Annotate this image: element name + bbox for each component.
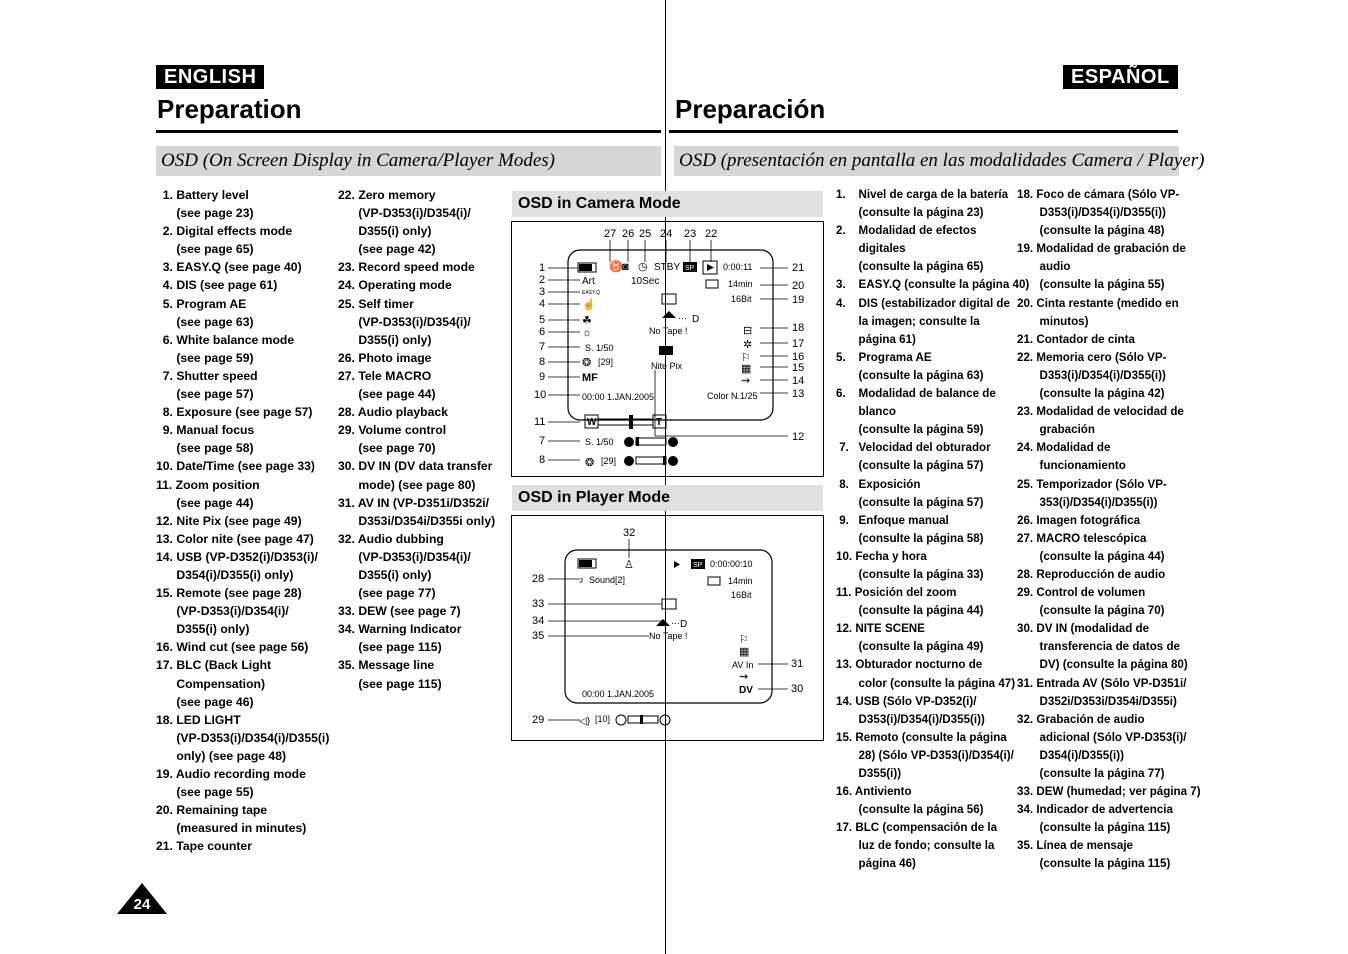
list-item: 1. Battery level — [156, 188, 249, 202]
list-item: (consulte la página 115) — [1017, 857, 1171, 871]
exposure-bar — [636, 457, 666, 464]
list-item: página 61) — [836, 332, 916, 346]
list-item: 32. Audio dubbing — [338, 531, 444, 546]
list-item: 6. Modalidad de balance de — [836, 387, 996, 401]
list-item: 19. Audio recording mode — [156, 767, 306, 781]
list-item: 19. Modalidad de grabación de — [1017, 242, 1186, 256]
camera-right-number: 20 — [792, 280, 805, 292]
list-item: D353(i)/D354(i)/D355(i)) — [836, 712, 985, 726]
list-item: 31. AV IN (VP-D351i/D352i/ — [338, 495, 490, 510]
self-timer-value: 10Sec — [631, 276, 660, 287]
list-item: (consulte la página 44) — [1017, 549, 1165, 563]
language-badge-spanish: ESPAÑOL — [1063, 65, 1178, 89]
warning-dots: ··· — [671, 618, 680, 628]
section-band-english: OSD (On Screen Display in Camera/Player Modes) — [156, 146, 661, 176]
list-item: (see page 115) — [338, 640, 442, 655]
remote-icon: ▦ — [741, 363, 752, 375]
list-item: only) (see page 48) — [156, 748, 287, 763]
list-item: 26. Photo image — [338, 350, 432, 365]
page-number-badge — [116, 882, 168, 915]
blc-icon: ⊟ — [743, 325, 753, 337]
list-item: 13. Obturador nocturno de — [836, 658, 983, 672]
list-item: 31. Entrada AV (Sólo VP-D351i/ — [1017, 676, 1187, 690]
list-item: 2. Modalidad de efectos — [836, 224, 977, 238]
list-item: funcionamiento — [1017, 459, 1126, 473]
page-title-spanish: Preparación — [675, 94, 826, 124]
list-item: (see page 59) — [156, 350, 254, 365]
list-item: (consulte la página 70) — [1017, 604, 1165, 618]
list-item: 10. Date/Time (see page 33) — [156, 459, 315, 474]
list-item: transferencia de datos de — [1017, 640, 1181, 654]
list-item: 24. Operating mode — [338, 278, 452, 293]
list-item: 8. Exposición — [836, 477, 921, 491]
remaining-tape-label: 14min — [728, 279, 753, 289]
eject-warning-icon — [656, 619, 670, 626]
camera-left-number: 2 — [539, 274, 546, 286]
av-in-label: AV In — [732, 660, 754, 670]
program-ae-icon: ☘ — [582, 315, 592, 327]
list-item: 17. BLC (compensación de la — [836, 821, 998, 835]
message-line-label: No Tape ! — [649, 631, 688, 641]
shutter-speed-label: S. 1/50 — [585, 343, 614, 353]
photo-image-icon: ◙ — [622, 261, 629, 273]
play-icon — [674, 561, 680, 568]
list-item: (consulte la página 115) — [1017, 821, 1171, 835]
camera-right-number: 15 — [792, 362, 805, 374]
manual-focus-icon: MF — [582, 372, 598, 384]
camera-right-number: 13 — [792, 388, 805, 400]
list-item: Compensation) — [156, 676, 266, 691]
volume-icon: ◁) — [579, 716, 591, 727]
list-item: D355(i) only) — [156, 622, 250, 637]
list-item: (see page 44) — [156, 495, 254, 510]
list-item: (see page 46) — [156, 694, 254, 709]
player-left-number: 34 — [532, 615, 545, 627]
dew-icon — [662, 599, 676, 609]
list-item: (consulte la página 49) — [836, 640, 984, 654]
list-item: D353(i)/D354(i)/D355(i)) — [1017, 206, 1166, 220]
camera-left-number: 11 — [534, 416, 546, 428]
audio-mode-label: 16Bit — [731, 590, 752, 600]
camera-left-number: 8 — [539, 454, 546, 466]
list-item: 26. Imagen fotográfica — [1017, 513, 1141, 527]
list-item: (see page 58) — [156, 441, 254, 456]
list-item: (consulte la página 55) — [1017, 278, 1165, 292]
list-item: minutos) — [1017, 314, 1089, 328]
camera-top-number: 25 — [639, 228, 652, 240]
list-item: (consulte la página 56) — [836, 803, 984, 817]
remaining-tape-label: 14min — [728, 576, 753, 586]
list-item: 9. Manual focus — [156, 423, 255, 438]
player-right-number: 31 — [791, 658, 804, 670]
list-item: (see page 65) — [156, 242, 254, 257]
list-item: 16. Wind cut (see page 56) — [156, 640, 309, 655]
list-item: 28. Reproducción de audio — [1017, 567, 1166, 581]
list-item: 6. White balance mode — [156, 332, 295, 347]
list-item: 20. Remaining tape — [156, 803, 268, 818]
list-item: 30. DV IN (DV data transfer — [338, 459, 493, 474]
usb-icon: ⇝ — [741, 375, 751, 387]
list-item: 20. Cinta restante (medido en — [1017, 296, 1179, 310]
camera-top-number: 23 — [684, 228, 697, 240]
list-item: 30. DV IN (modalidad de — [1017, 622, 1150, 636]
list-item: 33. DEW (see page 7) — [338, 604, 461, 619]
datetime-label: 00:00 1.JAN.2005 — [582, 689, 655, 699]
list-item: (VP-D353(i)/D354(i)/ — [156, 604, 289, 619]
tape-counter-label: 0:00:11 — [723, 262, 753, 272]
list-item: color (consulte la página 47) — [836, 676, 1016, 690]
list-item: 4. DIS (see page 61) — [156, 278, 278, 293]
list-item: 28) (Sólo VP-D353(i)/D354(i)/ — [836, 748, 1014, 762]
spanish-list-col1 — [836, 186, 1029, 874]
list-item: mode) (see page 80) — [338, 477, 476, 492]
list-item: (VP-D353(i)/D354(i)/ — [338, 206, 471, 221]
exposure-icon: ❂ — [582, 357, 592, 369]
tape-counter-label: 0:00:00:10 — [710, 559, 753, 569]
camera-right-number: 17 — [792, 338, 805, 350]
warning-dots: ··· — [678, 313, 687, 323]
datetime-label: 00:00 1.JAN.2005 — [582, 392, 655, 402]
usb-icon: ⇝ — [739, 671, 749, 683]
camera-left-number: 4 — [539, 298, 546, 310]
list-item: 7. Velocidad del obturador — [836, 441, 991, 455]
volume-value: [10] — [595, 714, 611, 724]
operating-mode-label: STBY — [654, 262, 681, 273]
camera-osd-heading: OSD in Camera Mode — [512, 191, 823, 217]
player-left-number: 35 — [532, 630, 545, 642]
list-item: (see page 63) — [156, 314, 254, 329]
list-item: 18. Foco de cámara (Sólo VP- — [1017, 188, 1180, 201]
white-balance-icon: ☼ — [582, 327, 593, 339]
easyq-label: EASY.Q — [582, 290, 600, 296]
section-band-spanish: OSD (presentación en pantalla en las modalidades Camera / Player) — [674, 146, 1179, 176]
led-light-icon: ✲ — [743, 339, 753, 351]
list-item: (VP-D353(i)/D354(i)/D355(i) — [156, 730, 330, 745]
dew-icon — [662, 294, 676, 304]
page-title-english: Preparation — [157, 94, 302, 124]
list-item: D353i/D354i/D355i only) — [338, 513, 496, 528]
camera-left-number: 5 — [539, 314, 546, 326]
audio-mode-label: 16Bit — [731, 294, 752, 304]
list-item: 2. Digital effects mode — [156, 224, 293, 239]
list-item: (see page 23) — [156, 206, 254, 221]
list-item: 23. Record speed mode — [338, 260, 475, 275]
player-osd-heading: OSD in Player Mode — [512, 485, 823, 511]
list-item: (see page 115) — [338, 676, 442, 691]
player-top-number: 32 — [623, 527, 636, 539]
list-item: 8. Exposure (see page 57) — [156, 405, 313, 420]
zoom-tele-label: T — [656, 417, 663, 428]
list-item: 11. Zoom position — [156, 477, 260, 492]
english-list-col1 — [156, 186, 329, 855]
exposure-value: [29] — [601, 456, 617, 466]
list-item: D355(i)) — [836, 767, 902, 780]
list-item: 22. Memoria cero (Sólo VP- — [1017, 350, 1167, 364]
list-item: 17. BLC (Back Light — [156, 658, 272, 673]
dis-icon: ☝ — [582, 299, 596, 311]
list-item: 27. Tele MACRO — [338, 368, 432, 383]
list-item: 12. Nite Pix (see page 49) — [156, 513, 302, 528]
list-item: (see page 42) — [338, 242, 436, 257]
remaining-tape-icon — [706, 280, 718, 288]
camera-top-number: 22 — [705, 228, 718, 240]
list-item: luz de fondo; consulte la — [836, 839, 995, 853]
list-item: 35. Línea de mensaje — [1017, 839, 1133, 853]
list-item: (VP-D353(i)/D354(i)/ — [338, 314, 471, 329]
list-item: 5. Program AE — [156, 296, 247, 311]
list-item: 15. Remoto (consulte la página — [836, 730, 1007, 744]
zoom-position-marker — [629, 415, 633, 429]
eject-warning-icon — [662, 311, 676, 318]
list-item: 16. Antiviento — [836, 785, 912, 799]
list-item: 1. Nivel de carga de la batería — [836, 188, 1009, 201]
nite-pix-label: Nite Pix — [651, 361, 683, 371]
list-item: blanco — [836, 405, 896, 419]
wind-cut-icon: ⚐ — [741, 352, 751, 364]
player-right-number: 30 — [791, 683, 804, 695]
list-item: (consulte la página 58) — [836, 531, 984, 545]
list-item: (consulte la página 65) — [836, 260, 984, 274]
camera-top-number: 24 — [660, 228, 673, 240]
list-item: 353(i)/D354(i)/D355(i)) — [1017, 495, 1158, 509]
column-divider — [665, 0, 666, 954]
list-item: (see page 70) — [338, 441, 436, 456]
list-item: 3. EASY.Q (see page 40) — [156, 260, 302, 275]
message-line-label: No Tape ! — [649, 326, 688, 336]
title-rule-spanish — [669, 130, 1178, 133]
camera-left-number: 7 — [539, 435, 546, 447]
list-item: 29. Control de volumen — [1017, 586, 1146, 600]
list-item: (consulte la página 42) — [1017, 387, 1165, 401]
list-item: 27. MACRO telescópica — [1017, 531, 1147, 545]
remote-icon: ▦ — [739, 646, 750, 658]
camera-left-number: 6 — [539, 326, 546, 338]
warning-indicator-label: D — [680, 619, 688, 630]
list-item: audio — [1017, 260, 1071, 274]
player-left-number: 28 — [532, 573, 545, 585]
camera-left-number: 8 — [539, 356, 546, 368]
camera-left-number: 7 — [539, 341, 546, 353]
list-item: 5. Programa AE — [836, 350, 932, 364]
list-item: DV) (consulte la página 80) — [1017, 658, 1188, 672]
list-item: (consulte la página 57) — [836, 459, 984, 473]
list-item: 4. DIS (estabilizador digital de — [836, 296, 1010, 310]
list-item: 11. Posición del zoom — [836, 586, 957, 600]
exposure-value: [29] — [598, 357, 614, 367]
list-item: 10. Fecha y hora — [836, 549, 927, 563]
nite-pix-icon — [659, 346, 673, 355]
list-item: (consulte la página 44) — [836, 604, 984, 618]
list-item: (consulte la página 23) — [836, 206, 984, 220]
list-item: (measured in minutes) — [156, 821, 307, 836]
list-item: 23. Modalidad de velocidad de — [1017, 405, 1184, 419]
audio-dubbing-icon: ♙ — [624, 559, 634, 571]
camera-left-number: 9 — [539, 371, 546, 383]
spanish-list-col2 — [1017, 186, 1201, 874]
camera-right-number: 12 — [792, 431, 805, 443]
list-item: 24. Modalidad de — [1017, 441, 1111, 455]
list-item: 21. Contador de cinta — [1017, 332, 1135, 346]
list-item: grabación — [1017, 423, 1095, 437]
list-item: 22. Zero memory — [338, 188, 436, 202]
zoom-wide-label: W — [587, 417, 597, 428]
list-item: 29. Volume control — [338, 423, 447, 438]
list-item: 18. LED LIGHT — [156, 712, 241, 727]
camera-left-number: 10 — [534, 389, 547, 401]
dv-in-icon: DV — [739, 685, 753, 696]
list-item: D355(i) only) — [338, 332, 432, 347]
title-rule-english — [156, 130, 661, 133]
list-item: D354(i)/D355(i) only) — [156, 567, 294, 582]
list-item: 9. Enfoque manual — [836, 513, 949, 527]
list-item: 32. Grabación de audio — [1017, 712, 1145, 726]
list-item: página 46) — [836, 857, 916, 871]
list-item: 34. Indicador de advertencia — [1017, 803, 1173, 817]
shutter-bar — [636, 438, 666, 445]
camera-top-number: 26 — [622, 228, 635, 240]
list-item: 3. EASY.Q (consulte la página 40) — [836, 278, 1030, 292]
list-item: D352i/D353i/D354i/D355i) — [1017, 694, 1177, 708]
remaining-tape-icon — [708, 577, 720, 585]
list-item: (VP-D353(i)/D354(i)/ — [338, 549, 471, 564]
wind-cut-icon: ⚐ — [739, 634, 749, 646]
language-badge-english: ENGLISH — [156, 65, 264, 89]
list-item: (see page 44) — [338, 387, 436, 402]
list-item: 35. Message line — [338, 658, 435, 673]
player-osd-panel — [511, 515, 824, 741]
digital-effect-label: Art — [582, 276, 595, 287]
list-item: (consulte la página 33) — [836, 567, 984, 581]
list-item: 13. Color nite (see page 47) — [156, 531, 314, 546]
list-item: (see page 57) — [156, 387, 254, 402]
list-item: (consulte la página 57) — [836, 495, 984, 509]
list-item: D355(i) only) — [338, 567, 432, 582]
camera-top-number: 27 — [604, 228, 617, 240]
list-item: 28. Audio playback — [338, 405, 448, 420]
list-item: 14. USB (Sólo VP-D352(i)/ — [836, 694, 977, 708]
list-item: (consulte la página 77) — [1017, 767, 1165, 780]
english-list-col2 — [338, 186, 495, 693]
camera-right-number: 21 — [792, 262, 805, 274]
tele-macro-icon: ♉ — [609, 261, 623, 273]
warning-indicator-label: D — [692, 314, 700, 325]
page-number: 24 — [133, 896, 151, 913]
camera-right-number: 16 — [792, 351, 805, 363]
player-left-number: 29 — [532, 714, 545, 726]
camera-left-number: 1 — [539, 262, 546, 274]
list-item: la imagen; consulte la — [836, 314, 980, 328]
record-speed-label: SP — [693, 562, 703, 569]
list-item: adicional (Sólo VP-D353(i)/ — [1017, 730, 1187, 744]
camera-right-number: 18 — [792, 322, 805, 334]
shutter-speed-label: S. 1/50 — [585, 437, 614, 447]
list-item: 15. Remote (see page 28) — [156, 586, 302, 601]
list-item: D354(i)/D355(i)) — [1017, 748, 1124, 762]
record-speed-label: SP — [685, 265, 695, 272]
audio-playback-icon: ♪ — [579, 575, 584, 586]
camera-osd-panel — [511, 221, 824, 477]
audio-playback-label: Sound[2] — [589, 575, 626, 585]
list-item: (see page 55) — [156, 785, 254, 800]
camera-right-number: 14 — [792, 375, 805, 387]
list-item: 33. DEW (humedad; ver página 7) — [1017, 785, 1201, 799]
list-item: 14. USB (VP-D352(i)/D353(i)/ — [156, 549, 318, 564]
exposure-icon: ❂ — [585, 457, 595, 469]
list-item: (see page 77) — [338, 586, 436, 601]
list-item: (consulte la página 59) — [836, 423, 984, 437]
camera-right-number: 19 — [792, 294, 805, 306]
list-item: (consulte la página 63) — [836, 368, 984, 382]
player-left-number: 33 — [532, 598, 545, 610]
list-item: 25. Temporizador (Sólo VP- — [1017, 477, 1167, 491]
self-timer-icon: ◷ — [638, 261, 648, 273]
list-item: (consulte la página 48) — [1017, 224, 1165, 238]
list-item: digitales — [836, 242, 906, 256]
list-item: 12. NITE SCENE — [836, 622, 925, 636]
list-item: 21. Tape counter — [156, 839, 252, 854]
list-item: 7. Shutter speed — [156, 368, 258, 383]
list-item: D355(i) only) — [338, 224, 432, 239]
list-item: D353(i)/D354(i)/D355(i)) — [1017, 368, 1166, 382]
color-nite-label: Color N.1/25 — [707, 391, 758, 401]
list-item: 25. Self timer — [338, 296, 414, 311]
list-item: 34. Warning Indicator — [338, 622, 462, 637]
camera-left-number: 3 — [539, 286, 546, 298]
